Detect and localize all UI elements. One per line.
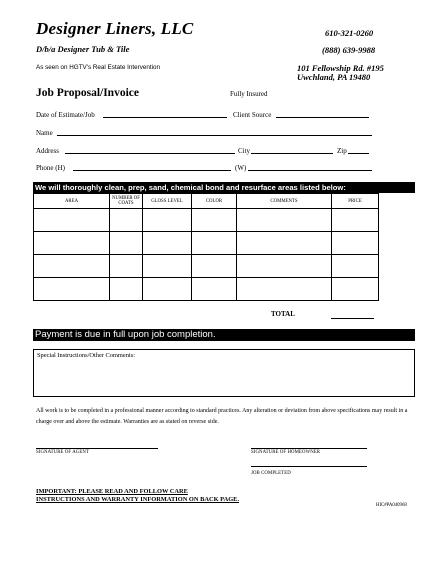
table-row [34,232,379,255]
special-instructions-box[interactable] [33,349,415,397]
color-cell[interactable] [192,232,237,255]
coats-cell[interactable] [110,232,143,255]
company-name: Designer Liners, LLC [36,19,194,38]
gloss-cell[interactable] [143,255,192,278]
table-header-row [34,194,379,209]
jobs-table [33,193,379,301]
column-header-number-of-coats: NUMBER OF COATS [110,194,143,209]
city-label: City [238,147,251,155]
column-header-comments: COMMENTS [237,194,332,209]
area-cell[interactable] [34,209,110,232]
column-header-area: AREA [34,194,110,209]
table-row [34,278,379,301]
address-label: Address [36,147,59,155]
total-label: TOTAL [271,310,295,318]
coats-cell[interactable] [110,255,143,278]
zip-field[interactable] [348,153,369,154]
job-completed-label: JOB COMPLETED [251,471,291,476]
important-notice [36,488,239,504]
gloss-cell[interactable] [143,209,192,232]
comments-cell[interactable] [237,209,332,232]
name-field[interactable] [57,135,372,136]
name-label: Name [36,129,53,137]
total-field[interactable] [331,318,374,319]
comments-cell[interactable] [237,255,332,278]
job-completed-line[interactable] [251,466,367,467]
client-source-field[interactable] [276,117,369,118]
area-cell[interactable] [34,278,110,301]
price-cell[interactable] [332,255,379,278]
phone-home-field[interactable] [73,170,231,171]
phone-number-primary: 610-321-0260 [325,28,374,38]
date-field[interactable] [103,117,227,118]
address-line-2: Uwchland, PA 19480 [297,72,371,82]
table-row [34,255,379,278]
comments-cell[interactable] [237,278,332,301]
table-row [34,209,379,232]
payment-banner: Payment is due in full upon job completion. [33,329,415,341]
client-source-label: Client Source [233,111,272,119]
zip-label: Zip [337,147,347,155]
price-cell[interactable] [332,232,379,255]
license-code: HIC#PA040968 [376,503,407,508]
date-label: Date of Estimate/Job [36,111,95,119]
homeowner-signature-line[interactable] [251,448,367,449]
gloss-cell[interactable] [143,232,192,255]
coats-cell[interactable] [110,278,143,301]
area-cell[interactable] [34,255,110,278]
city-field[interactable] [251,153,333,154]
phone-number-tollfree: (888) 639-9988 [322,45,376,55]
important-notice-line-1: IMPORTANT: PLEASE READ AND FOLLOW CARE [36,488,188,495]
phone-work-field[interactable] [248,170,372,171]
fully-insured-label: Fully Insured [230,90,268,98]
comments-cell[interactable] [237,232,332,255]
services-banner: We will thoroughly clean, prep, sand, chemical bond and resurface areas listed below: [33,182,415,193]
form-title: Job Proposal/Invoice [36,87,139,99]
special-instructions-label: Special Instructions/Other Comments: [37,352,135,359]
column-header-price: PRICE [332,194,379,209]
color-cell[interactable] [192,209,237,232]
price-cell[interactable] [332,209,379,232]
gloss-cell[interactable] [143,278,192,301]
agent-signature-line[interactable] [36,448,158,449]
phone-work-label: (W) [235,164,247,172]
price-cell[interactable] [332,278,379,301]
phone-home-label: Phone (H) [36,164,65,172]
color-cell[interactable] [192,255,237,278]
as-seen-on-line: As seen on HGTV's Real Estate Intervention [36,64,161,71]
column-header-color: COLOR [192,194,237,209]
address-line-1: 101 Fellowship Rd. #195 [297,63,384,73]
terms-paragraph: All work is to be completed in a professional manner according to standard practices. Any alteration or deviation from above specifications may result in a charge over and above the estimate. Warranties are as stated on reverse side. [36,408,408,425]
color-cell[interactable] [192,278,237,301]
area-cell[interactable] [34,232,110,255]
column-header-gloss-level: GLOSS LEVEL [143,194,192,209]
homeowner-signature-label: SIGNATURE OF HOMEOWNER [251,450,321,455]
agent-signature-label: SIGNATURE OF AGENT [36,450,89,455]
dba-line: D/b/a Designer Tub & Tile [36,44,130,54]
important-notice-line-2: INSTRUCTIONS AND WARRANTY INFORMATION ON BACK PAGE. [36,496,240,503]
coats-cell[interactable] [110,209,143,232]
address-field[interactable] [65,153,235,154]
